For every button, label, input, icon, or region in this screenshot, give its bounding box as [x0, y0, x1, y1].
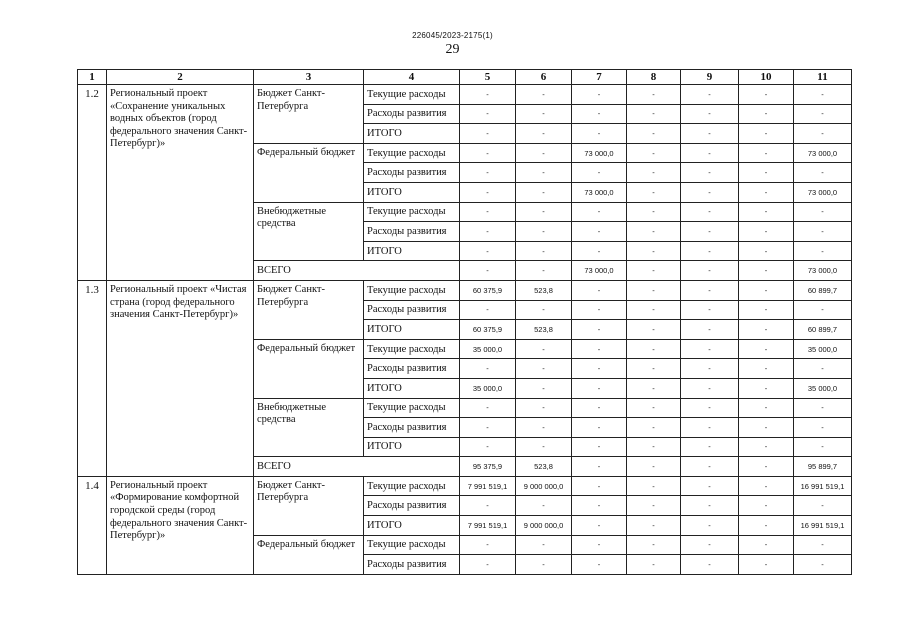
value-cell: - [627, 398, 681, 418]
value-cell: 35 000,0 [794, 378, 852, 398]
expense-type: Расходы развития [364, 222, 460, 242]
value-cell: - [681, 85, 739, 105]
document-number: 226045/2023-2175(1) [412, 31, 493, 40]
value-cell: - [681, 339, 739, 359]
value-cell: - [739, 359, 794, 379]
column-header: 9 [681, 70, 739, 85]
expense-type: Текущие расходы [364, 85, 460, 105]
value-cell: - [572, 359, 627, 379]
funding-source: Федеральный бюджет [254, 535, 364, 574]
value-cell: - [739, 418, 794, 438]
value-cell: - [681, 104, 739, 124]
total-value-cell: 73 000,0 [794, 261, 852, 281]
value-cell: - [681, 437, 739, 457]
value-cell: - [681, 182, 739, 202]
value-cell: - [681, 476, 739, 496]
value-cell: - [681, 359, 739, 379]
expense-type: ИТОГО [364, 378, 460, 398]
value-cell: - [739, 300, 794, 320]
value-cell: - [460, 359, 516, 379]
value-cell: - [460, 143, 516, 163]
section-number: 1.2 [78, 85, 107, 281]
value-cell: - [572, 85, 627, 105]
value-cell: - [572, 339, 627, 359]
value-cell: - [681, 163, 739, 183]
value-cell: - [794, 418, 852, 438]
value-cell: 16 991 519,1 [794, 476, 852, 496]
expense-type: ИТОГО [364, 437, 460, 457]
expense-type: Текущие расходы [364, 476, 460, 496]
value-cell: - [627, 496, 681, 516]
section-number: 1.4 [78, 476, 107, 574]
value-cell: 35 000,0 [460, 378, 516, 398]
budget-table [77, 69, 852, 575]
page-number: 29 [445, 42, 460, 57]
value-cell: - [516, 496, 572, 516]
value-cell: - [460, 398, 516, 418]
value-cell: - [794, 398, 852, 418]
value-cell: - [572, 516, 627, 536]
value-cell: - [572, 163, 627, 183]
value-cell: 73 000,0 [572, 143, 627, 163]
total-value-cell: - [739, 457, 794, 477]
value-cell: - [516, 300, 572, 320]
value-cell: 60 899,7 [794, 280, 852, 300]
value-cell: - [627, 85, 681, 105]
value-cell: - [739, 555, 794, 575]
value-cell: - [627, 182, 681, 202]
value-cell: 523,8 [516, 320, 572, 340]
value-cell: - [681, 378, 739, 398]
value-cell: - [572, 437, 627, 457]
value-cell: - [794, 241, 852, 261]
value-cell: - [516, 85, 572, 105]
expense-type: Текущие расходы [364, 339, 460, 359]
column-header: 1 [78, 70, 107, 85]
value-cell: - [739, 535, 794, 555]
value-cell: - [572, 535, 627, 555]
value-cell: 73 000,0 [794, 143, 852, 163]
value-cell: - [739, 202, 794, 222]
value-cell: - [739, 124, 794, 144]
value-cell: - [681, 202, 739, 222]
value-cell: - [739, 378, 794, 398]
value-cell: - [627, 124, 681, 144]
value-cell: - [572, 300, 627, 320]
value-cell: - [572, 124, 627, 144]
value-cell: - [681, 241, 739, 261]
value-cell: - [794, 359, 852, 379]
value-cell: - [739, 241, 794, 261]
value-cell: - [739, 516, 794, 536]
value-cell: - [460, 241, 516, 261]
value-cell: - [794, 85, 852, 105]
value-cell: - [572, 320, 627, 340]
table-row [78, 85, 852, 105]
expense-type: Расходы развития [364, 496, 460, 516]
column-header: 7 [572, 70, 627, 85]
value-cell: - [627, 378, 681, 398]
value-cell: 60 375,9 [460, 320, 516, 340]
funding-source: Бюджет Санкт-Петербурга [254, 280, 364, 339]
expense-type: ИТОГО [364, 516, 460, 536]
expense-type: ИТОГО [364, 124, 460, 144]
column-header: 4 [364, 70, 460, 85]
value-cell: - [627, 437, 681, 457]
value-cell: - [627, 418, 681, 438]
value-cell: - [460, 182, 516, 202]
value-cell: - [516, 398, 572, 418]
value-cell: - [627, 300, 681, 320]
value-cell: - [627, 104, 681, 124]
expense-type: Расходы развития [364, 300, 460, 320]
value-cell: - [460, 300, 516, 320]
expense-type: ИТОГО [364, 241, 460, 261]
expense-type: Текущие расходы [364, 202, 460, 222]
value-cell: - [516, 163, 572, 183]
project-name: Региональный проект «Чистая страна (город федерального значения Санкт-Петербург)» [107, 280, 254, 476]
value-cell: - [794, 555, 852, 575]
value-cell: - [516, 359, 572, 379]
value-cell: - [460, 555, 516, 575]
value-cell: - [572, 222, 627, 242]
value-cell: - [460, 222, 516, 242]
value-cell: 73 000,0 [794, 182, 852, 202]
value-cell: - [681, 516, 739, 536]
value-cell: 9 000 000,0 [516, 476, 572, 496]
value-cell: - [739, 163, 794, 183]
value-cell: - [794, 163, 852, 183]
value-cell: - [627, 535, 681, 555]
value-cell: - [739, 339, 794, 359]
value-cell: 9 000 000,0 [516, 516, 572, 536]
expense-type: Расходы развития [364, 359, 460, 379]
table-row [78, 476, 852, 496]
value-cell: - [739, 182, 794, 202]
project-name: Региональный проект «Сохранение уникальных водных объектов (город федерального значения Санкт-Петербург)» [107, 85, 254, 281]
value-cell: 60 375,9 [460, 280, 516, 300]
value-cell: - [460, 124, 516, 144]
column-header: 2 [107, 70, 254, 85]
column-header: 8 [627, 70, 681, 85]
value-cell: - [739, 280, 794, 300]
funding-source: Бюджет Санкт-Петербурга [254, 85, 364, 144]
value-cell: 35 000,0 [460, 339, 516, 359]
total-value-cell: - [627, 261, 681, 281]
funding-source: Внебюджетные средства [254, 398, 364, 457]
expense-type: Текущие расходы [364, 398, 460, 418]
value-cell: - [516, 143, 572, 163]
value-cell: 16 991 519,1 [794, 516, 852, 536]
value-cell: - [627, 163, 681, 183]
total-value-cell: - [739, 261, 794, 281]
value-cell: - [627, 143, 681, 163]
total-value-cell: - [516, 261, 572, 281]
expense-type: Расходы развития [364, 104, 460, 124]
value-cell: - [460, 163, 516, 183]
total-value-cell: - [681, 261, 739, 281]
value-cell: - [627, 339, 681, 359]
value-cell: - [572, 378, 627, 398]
value-cell: 523,8 [516, 280, 572, 300]
value-cell: - [681, 535, 739, 555]
value-cell: - [739, 496, 794, 516]
value-cell: - [794, 124, 852, 144]
total-value-cell: 523,8 [516, 457, 572, 477]
value-cell: 60 899,7 [794, 320, 852, 340]
total-value-cell: 95 375,9 [460, 457, 516, 477]
value-cell: - [516, 378, 572, 398]
value-cell: - [516, 222, 572, 242]
value-cell: - [572, 398, 627, 418]
value-cell: - [516, 182, 572, 202]
value-cell: - [794, 437, 852, 457]
value-cell: - [572, 202, 627, 222]
total-label: ВСЕГО [254, 261, 460, 281]
value-cell: - [572, 280, 627, 300]
value-cell: - [516, 339, 572, 359]
value-cell: - [627, 222, 681, 242]
value-cell: 7 991 519,1 [460, 476, 516, 496]
value-cell: - [460, 202, 516, 222]
total-value-cell: - [572, 457, 627, 477]
total-label: ВСЕГО [254, 457, 460, 477]
value-cell: - [681, 398, 739, 418]
value-cell: - [794, 300, 852, 320]
header-row [78, 70, 852, 85]
value-cell: - [681, 300, 739, 320]
value-cell: - [794, 104, 852, 124]
section-number: 1.3 [78, 280, 107, 476]
funding-source: Федеральный бюджет [254, 143, 364, 202]
value-cell: - [460, 418, 516, 438]
value-cell: - [681, 418, 739, 438]
total-value-cell: 95 899,7 [794, 457, 852, 477]
column-header: 5 [460, 70, 516, 85]
value-cell: - [681, 496, 739, 516]
total-value-cell: - [460, 261, 516, 281]
total-value-cell: 73 000,0 [572, 261, 627, 281]
value-cell: - [681, 320, 739, 340]
funding-source: Федеральный бюджет [254, 339, 364, 398]
value-cell: - [627, 280, 681, 300]
value-cell: - [516, 241, 572, 261]
value-cell: - [516, 104, 572, 124]
value-cell: - [681, 222, 739, 242]
value-cell: - [572, 418, 627, 438]
value-cell: - [516, 437, 572, 457]
value-cell: - [739, 104, 794, 124]
value-cell: 73 000,0 [572, 182, 627, 202]
value-cell: - [460, 104, 516, 124]
value-cell: - [627, 516, 681, 536]
value-cell: - [627, 359, 681, 379]
value-cell: - [460, 535, 516, 555]
value-cell: - [516, 418, 572, 438]
value-cell: - [794, 496, 852, 516]
value-cell: - [681, 280, 739, 300]
value-cell: - [627, 241, 681, 261]
expense-type: Расходы развития [364, 555, 460, 575]
expense-type: ИТОГО [364, 320, 460, 340]
column-header: 11 [794, 70, 852, 85]
value-cell: - [572, 241, 627, 261]
value-cell: - [794, 535, 852, 555]
value-cell: - [516, 535, 572, 555]
expense-type: Расходы развития [364, 418, 460, 438]
table-row [78, 280, 852, 300]
value-cell: - [627, 555, 681, 575]
value-cell: - [516, 202, 572, 222]
value-cell: - [572, 496, 627, 516]
funding-source: Бюджет Санкт-Петербурга [254, 476, 364, 535]
value-cell: - [681, 143, 739, 163]
value-cell: - [739, 143, 794, 163]
expense-type: Текущие расходы [364, 280, 460, 300]
column-header: 3 [254, 70, 364, 85]
value-cell: - [460, 496, 516, 516]
column-header: 10 [739, 70, 794, 85]
value-cell: - [681, 555, 739, 575]
value-cell: - [572, 476, 627, 496]
expense-type: Расходы развития [364, 163, 460, 183]
value-cell: - [627, 202, 681, 222]
value-cell: - [460, 437, 516, 457]
value-cell: - [794, 202, 852, 222]
value-cell: - [739, 476, 794, 496]
value-cell: - [516, 124, 572, 144]
value-cell: 35 000,0 [794, 339, 852, 359]
value-cell: - [739, 222, 794, 242]
value-cell: - [627, 320, 681, 340]
total-value-cell: - [627, 457, 681, 477]
funding-source: Внебюджетные средства [254, 202, 364, 261]
value-cell: - [739, 437, 794, 457]
value-cell: - [516, 555, 572, 575]
expense-type: Текущие расходы [364, 143, 460, 163]
project-name: Региональный проект «Формирование комфортной городской среды (город федерального значения Санкт-Петербург)» [107, 476, 254, 574]
value-cell: - [739, 398, 794, 418]
value-cell: - [627, 476, 681, 496]
value-cell: - [739, 85, 794, 105]
value-cell: - [572, 555, 627, 575]
value-cell: 7 991 519,1 [460, 516, 516, 536]
expense-type: ИТОГО [364, 182, 460, 202]
column-header: 6 [516, 70, 572, 85]
value-cell: - [681, 124, 739, 144]
value-cell: - [572, 104, 627, 124]
value-cell: - [460, 85, 516, 105]
value-cell: - [739, 320, 794, 340]
value-cell: - [794, 222, 852, 242]
total-value-cell: - [681, 457, 739, 477]
expense-type: Текущие расходы [364, 535, 460, 555]
